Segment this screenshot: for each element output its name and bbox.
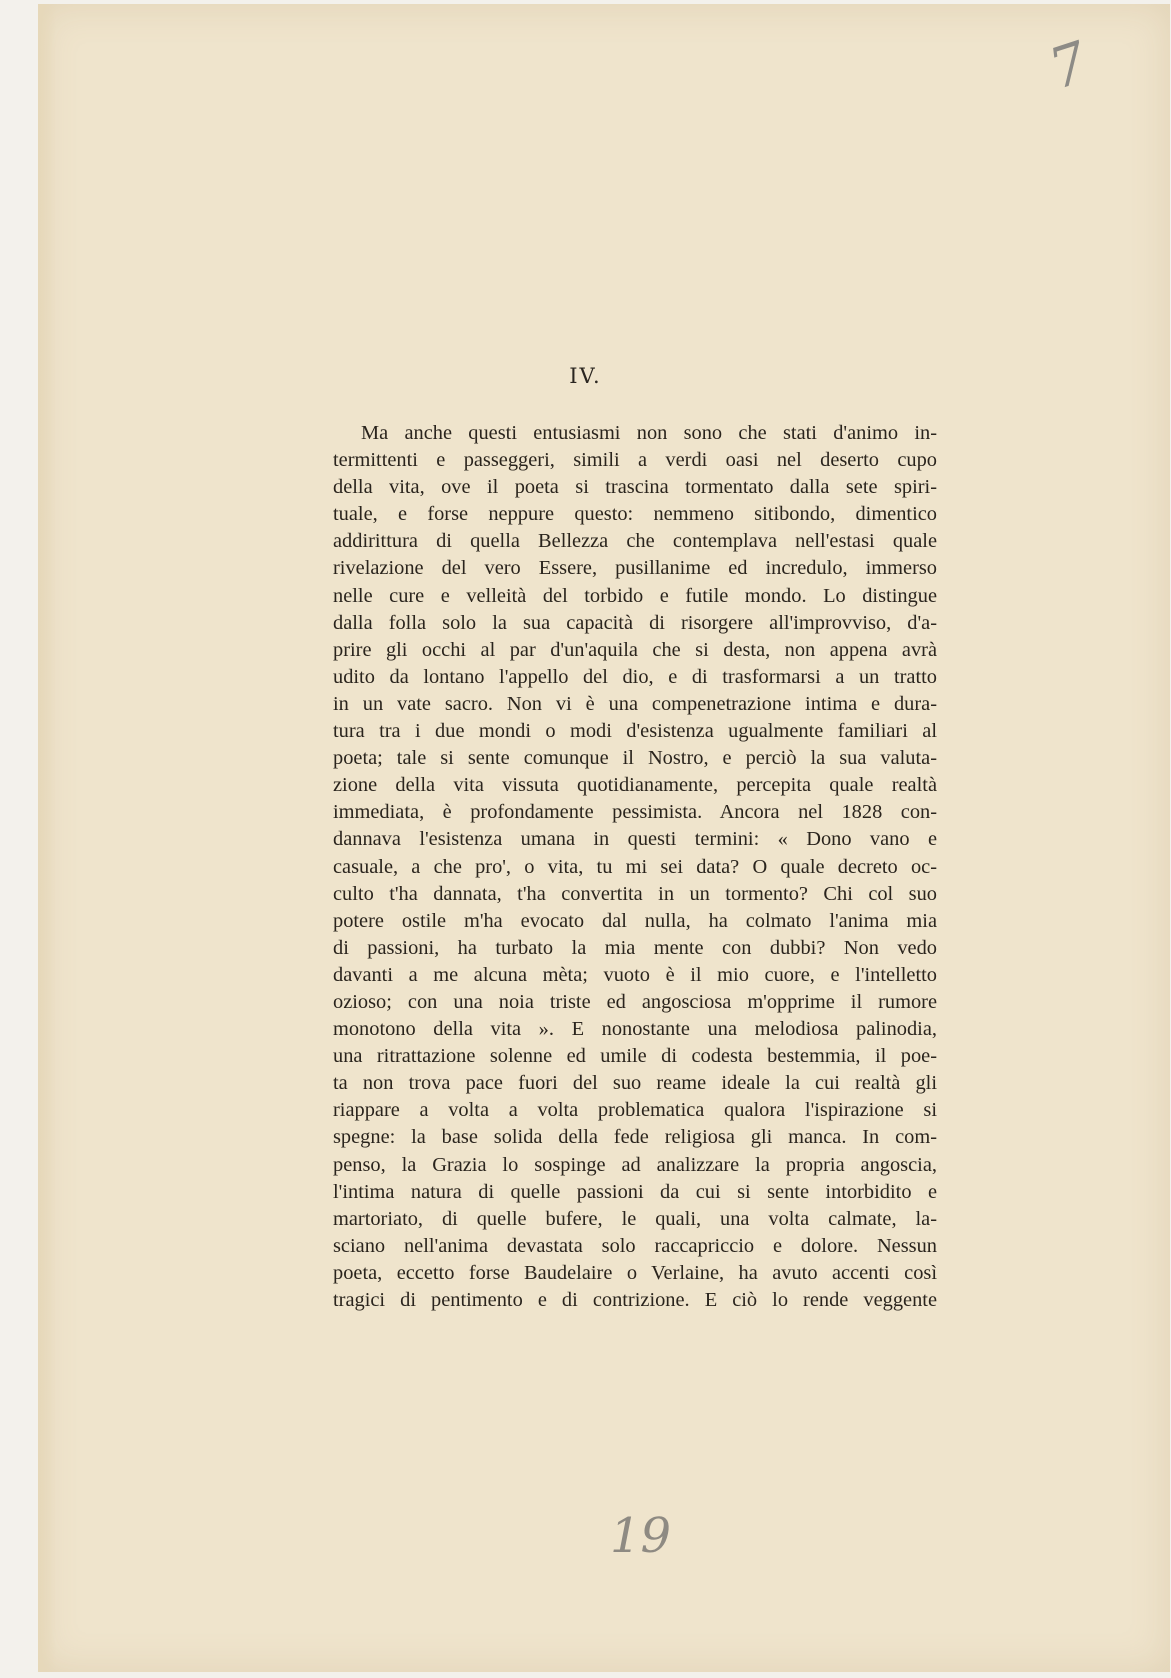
text-line: immediata, è profondamente pessimista. Ancora nel 1828 con- [333,801,937,824]
text-line: potere ostile m'ha evocato dal nulla, ha colmato l'anima mia [333,909,937,932]
text-line: addirittura di quella Bellezza che contemplava nell'estasi quale [333,530,937,553]
text-line: poeta; tale si sente comunque il Nostro, e perciò la sua valuta- [333,747,937,770]
text-line: in un vate sacro. Non vi è una compenetrazione intima e dura- [333,692,937,715]
text-line: culto t'ha dannata, t'ha convertita in un tormento? Chi col suo [333,882,937,905]
text-line: penso, la Grazia lo sospinge ad analizzare la propria angoscia, [333,1153,937,1176]
text-line: Ma anche questi entusiasmi non sono che stati d'animo in- [361,422,937,444]
text-line: una ritrattazione solenne ed umile di codesta bestemmia, il poe- [333,1045,937,1068]
text-line: ozioso; con una noia triste ed angosciosa m'opprime il rumore [333,990,937,1013]
text-line: zione della vita vissuta quotidianamente, percepita quale realtà [333,774,937,797]
text-line: udito da lontano l'appello del dio, e di trasformarsi a un tratto [333,665,937,688]
text-line: tragici di pentimento e di contrizione. E ciò lo rende veggente [333,1289,937,1311]
text-line: rivelazione del vero Essere, pusillanime ed incredulo, immerso [333,557,937,580]
text-line: dannava l'esistenza umana in questi termini: « Dono vano e [333,828,937,851]
handwritten-folio-number: 19 [610,1508,672,1564]
text-line: ta non trova pace fuori del suo reame ideale la cui realtà gli [333,1072,937,1095]
text-line: l'intima natura di quelle passioni da cui si sente intorbidito e [333,1180,937,1203]
text-line: martoriato, di quelle bufere, le quali, una volta calmate, la- [333,1207,937,1230]
text-line: casuale, a che pro', o vita, tu mi sei data? O quale decreto oc- [333,855,937,878]
text-line: sciano nell'anima devastata solo raccapriccio e dolore. Nessun [333,1234,937,1257]
text-line: della vita, ove il poeta si trascina tormentato dalla sete spiri- [333,476,937,499]
body-text [333,420,937,1314]
text-line: termittenti e passeggeri, simili a verdi oasi nel deserto cupo [333,449,937,472]
text-line: dalla folla solo la sua capacità di risorgere all'improvviso, d'a- [333,611,937,634]
text-line: tura tra i due mondi o modi d'esistenza ugualmente familiari al [333,720,937,743]
text-line: di passioni, ha turbato la mia mente con dubbi? Non vedo [333,936,937,959]
text-line: tuale, e forse neppure questo: nemmeno sitibondo, dimentico [333,503,937,526]
corner-handwritten-mark: 7 [1041,29,1096,103]
text-line: riappare a volta a volta problematica qualora l'ispirazione si [333,1099,937,1122]
chapter-heading: IV. [569,364,602,388]
text-line: monotono della vita ». E nonostante una melodiosa palinodia, [333,1018,937,1041]
text-line: poeta, eccetto forse Baudelaire o Verlaine, ha avuto accenti così [333,1261,937,1284]
text-line: prire gli occhi al par d'un'aquila che si desta, non appena avrà [333,638,937,661]
text-line: nelle cure e velleità del torbido e futile mondo. Lo distingue [333,584,937,607]
paper-edge-shadow [38,4,56,1672]
text-line: spegne: la base solida della fede religiosa gli manca. In com- [333,1126,937,1149]
text-line: davanti a me alcuna mèta; vuoto è il mio cuore, e l'intelletto [333,963,937,986]
